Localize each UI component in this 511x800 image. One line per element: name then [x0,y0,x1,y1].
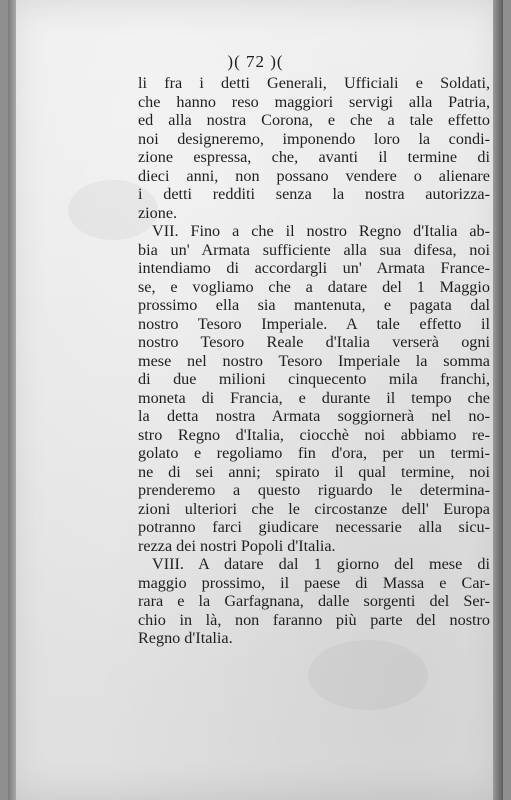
text-line: zione espressa, che, avanti il termine di [138,148,490,166]
page-edge-shadow [493,0,503,800]
text-line: rezza dei nostri Popoli d'Italia. [138,536,336,555]
text-line: i detti redditi senza la nostra autorizza- [138,185,490,203]
text-line: zione. [138,203,178,222]
text-line: la detta nostra Armata soggiornerà nel no- [138,407,490,425]
text-line: dieci anni, non possano vendere o alienare [138,166,490,185]
text-line: Regno d'Italia. [138,629,233,647]
paragraph-viii-start: VIII. A datare dal 1 giorno del mese di [152,555,490,573]
page-gutter-shadow [8,0,16,800]
book-page [8,0,503,800]
text-line: potranno farci giudicare necessarie alla sicu- [138,518,490,536]
paper-stain [308,640,428,710]
text-line: intendiamo di accordargli un' Armata France- [138,259,490,277]
text-line: bia un' Armata sufficiente alla sua difesa, noi [138,240,490,259]
text-line: li fra i detti Generali, Ufficiali e Soldati, [138,74,490,92]
text-line: mese nel nostro Tesoro Imperiale la somma [138,351,490,370]
page-number: )( 72 )( [227,52,284,71]
text-line: moneta di Francia, e durante il tempo che [138,388,490,407]
text-line: ed alla nostra Corona, e che a tale effetto [138,111,490,129]
text-line: chio in là, non faranno più parte del nostro [138,610,490,629]
text-line: zioni ulteriori che le circostanze dell' Europa [138,499,490,518]
text-line: golato e regoliamo fin d'ora, per un termi- [138,444,490,462]
text-line: ne di sei anni; spirato il qual termine, noi [138,462,490,481]
text-line: prossimo ella sia mantenuta, e pagata dal [138,296,490,314]
paragraph-vii-start: VII. Fino a che il nostro Regno d'Italia ab- [152,222,490,240]
text-line: nostro Tesoro Imperiale. A tale effetto il [138,314,490,333]
text-line: di due milioni cinquecento mila franchi, [138,370,490,388]
text-line: nostro Tesoro Reale d'Italia verserà ogni [138,333,490,351]
text-line: se, e vogliamo che a datare del 1 Maggio [138,277,490,296]
text-line: rara e la Garfagnana, dalle sorgenti del Ser- [138,592,490,610]
text-line: prenderemo a questo riguardo le determina- [138,481,490,499]
text-line: che hanno reso maggiori servigi alla Patria, [138,92,490,111]
body-text [138,74,490,648]
text-line: maggio prossimo, il paese di Massa e Car- [138,573,490,592]
text-line: stro Regno d'Italia, ciocchè noi abbiamo re- [138,425,490,444]
text-line: noi designeremo, imponendo loro la condi- [138,129,490,148]
